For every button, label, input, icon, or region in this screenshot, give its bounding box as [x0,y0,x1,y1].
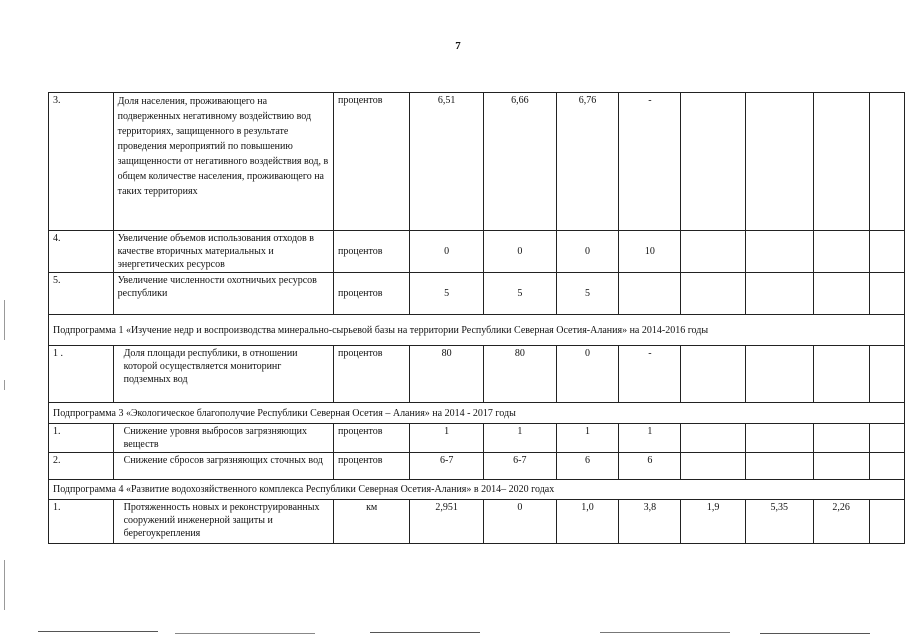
value-cell: 6,76 [556,93,619,231]
indicator-name: Увеличение численности охотничьих ресурсов республики [113,273,333,315]
indicator-name: Снижение сбросов загрязняющих сточных вод [113,453,333,480]
value-cell [813,424,869,453]
table-row [49,346,905,403]
empty-cell [869,453,904,480]
empty-cell [869,500,904,544]
value-cell: 0 [556,231,619,273]
value-cell: 1,9 [681,500,746,544]
value-cell [745,346,813,403]
unit-cell: процентов [334,424,410,453]
subprogram-heading: Подпрограмма 3 «Экологическое благополучие Республики Северная Осетия – Алания» на 2014 - 2017 годы [49,403,905,424]
indicator-name: Увеличение объемов использования отходов в качестве вторичных материальных и энергетических ресурсов [113,231,333,273]
row-number: 2. [49,453,114,480]
unit-cell: процентов [334,273,410,315]
value-cell: 5,35 [745,500,813,544]
scan-artifact-line [38,631,158,632]
value-cell [681,424,746,453]
value-cell [745,231,813,273]
value-cell [681,273,746,315]
page-number: 7 [455,40,461,52]
table-row [49,93,905,231]
value-cell: 3,8 [619,500,681,544]
table-row [49,273,905,315]
value-cell [745,424,813,453]
unit-cell: процентов [334,346,410,403]
value-cell [681,231,746,273]
indicator-name: Доля населения, проживающего на подверженных негативному воздействию вод территориях, защищенного в результате проведения мероприятий по повышению защищенности от негативного воздействия вод, в общем количестве населения, проживающего на таких территориях [113,93,333,231]
indicator-name: Протяженность новых и реконструированных сооружений инженерной защиты и берегоукрепления [113,500,333,544]
scan-artifact-edge [4,380,5,390]
unit-cell: процентов [334,93,410,231]
value-cell: 80 [484,346,557,403]
table-row [49,453,905,480]
value-cell: 5 [410,273,484,315]
value-cell [619,273,681,315]
value-cell: 1 [410,424,484,453]
row-number: 5. [49,273,114,315]
value-cell: 80 [410,346,484,403]
value-cell: 6-7 [484,453,557,480]
value-cell [813,346,869,403]
value-cell [745,273,813,315]
empty-cell [869,93,904,231]
value-cell: 2,26 [813,500,869,544]
empty-cell [869,273,904,315]
value-cell: 0 [410,231,484,273]
value-cell [745,453,813,480]
section-row [49,403,905,424]
indicators-table [48,92,905,544]
value-cell: 1 [619,424,681,453]
value-cell: 0 [484,500,557,544]
value-cell [681,453,746,480]
row-number: 1. [49,500,114,544]
value-cell: 6 [619,453,681,480]
value-cell: 6-7 [410,453,484,480]
scan-artifact-edge [4,560,5,610]
value-cell: 10 [619,231,681,273]
value-cell: 2,951 [410,500,484,544]
value-cell: 5 [556,273,619,315]
section-row [49,315,905,346]
scan-artifact-line [370,632,480,633]
scan-artifact-edge [4,300,5,340]
subprogram-heading: Подпрограмма 4 «Развитие водохозяйственного комплекса Республики Северная Осетия-Алания» в 2014– 2020 годах [49,480,905,500]
empty-cell [869,346,904,403]
value-cell [745,93,813,231]
table-row [49,424,905,453]
value-cell: 5 [484,273,557,315]
value-cell [813,93,869,231]
value-cell: 0 [484,231,557,273]
subprogram-heading: Подпрограмма 1 «Изучение недр и воспроизводства минерально-сырьевой базы на территории Республики Северная Осетия-Алания» на 2014-2016 годы [49,315,905,346]
scan-artifact-line [760,633,870,634]
indicator-name: Доля площади республики, в отношении которой осуществляется мониторинг подземных вод [113,346,333,403]
value-cell [681,93,746,231]
value-cell [813,453,869,480]
scan-artifact-line [600,632,730,633]
value-cell: 0 [556,346,619,403]
value-cell: 1 [484,424,557,453]
value-cell: 6,66 [484,93,557,231]
unit-cell: км [334,500,410,544]
value-cell [813,231,869,273]
section-row [49,480,905,500]
row-number: 3. [49,93,114,231]
value-cell: - [619,346,681,403]
value-cell: - [619,93,681,231]
table-row [49,231,905,273]
scan-artifact-line [175,633,315,634]
unit-cell: процентов [334,231,410,273]
row-number: 1 . [49,346,114,403]
value-cell [813,273,869,315]
value-cell: 1,0 [556,500,619,544]
row-number: 1. [49,424,114,453]
indicator-name: Снижение уровня выбросов загрязняющих веществ [113,424,333,453]
value-cell [681,346,746,403]
row-number: 4. [49,231,114,273]
unit-cell: процентов [334,453,410,480]
empty-cell [869,424,904,453]
value-cell: 1 [556,424,619,453]
empty-cell [869,231,904,273]
table-row [49,500,905,544]
value-cell: 6 [556,453,619,480]
value-cell: 6,51 [410,93,484,231]
